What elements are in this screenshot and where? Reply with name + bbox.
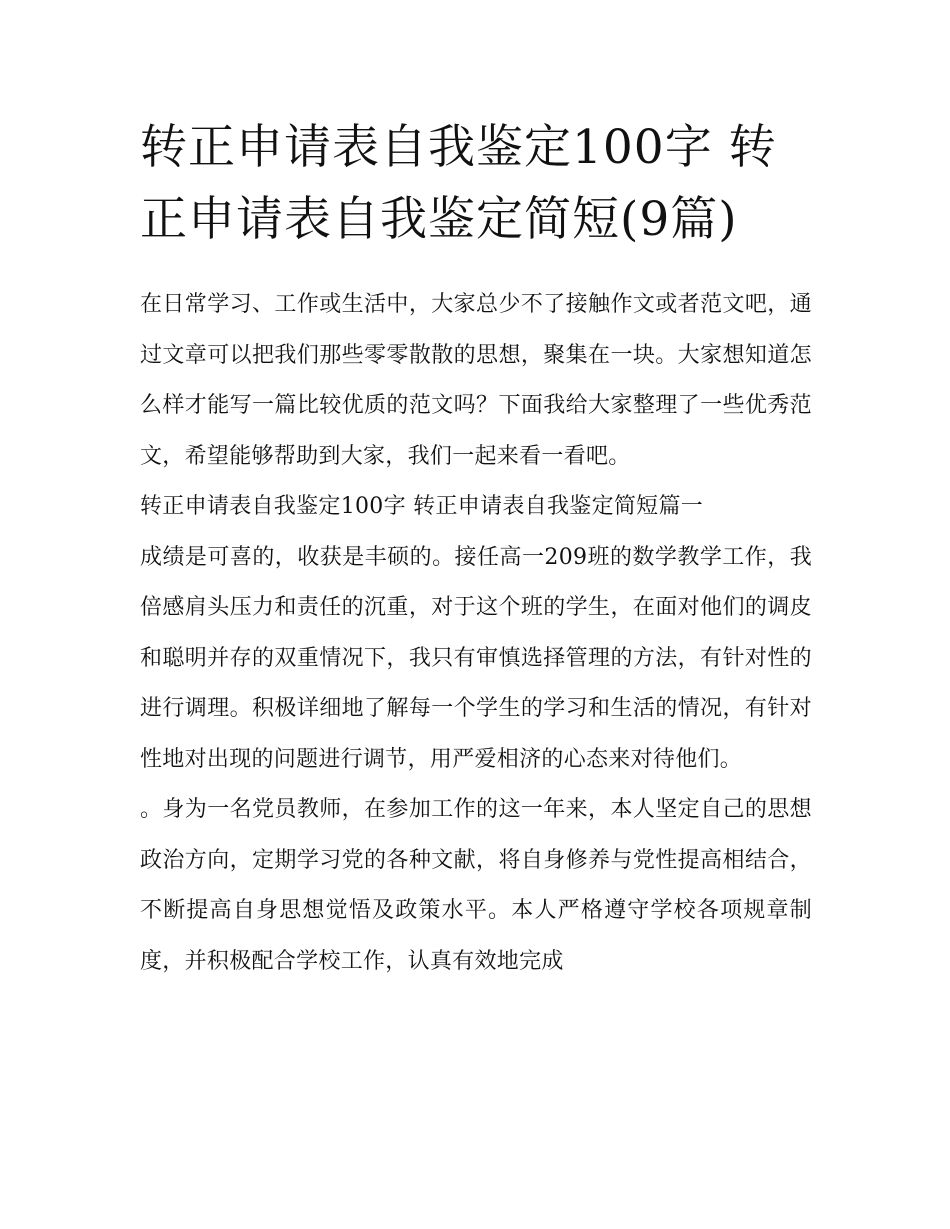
intro-paragraph: 在日常学习、工作或生活中，大家总少不了接触作文或者范文吧，通过文章可以把我们那些零零散散的思想，聚集在一块。大家想知道怎么样才能写一篇比较优质的范文吗？下面我给大家整理了一些优秀范文，希望能够帮助到大家，我们一起来看一看吧。 (140, 292, 812, 469)
document-body (140, 280, 812, 987)
document-title: 转正申请表自我鉴定100字 转正申请表自我鉴定简短(9篇) (140, 120, 777, 247)
section-heading: 转正申请表自我鉴定100字 转正申请表自我鉴定简短篇一 (140, 494, 704, 519)
body-paragraph: 成绩是可喜的，收获是丰硕的。接任高一209班的数学教学工作，我倍感肩头压力和责任的沉重，对于这个班的学生，在面对他们的调皮和聪明并存的双重情况下，我只有审慎选择管理的方法，有针对性的进行调理。积极详细地了解每一个学生的学习和生活的情况，有针对性地对出现的问题进行调节，用严爱相济的心态来对待他们。 (140, 544, 812, 772)
body-paragraph: 。身为一名党员教师，在参加工作的这一年来，本人坚定自己的思想政治方向，定期学习党的各种文献，将自身修养与党性提高相结合，不断提高自身思想觉悟及政策水平。本人严格遵守学校各项规章制度，并积极配合学校工作，认真有效地完成 (140, 797, 812, 974)
